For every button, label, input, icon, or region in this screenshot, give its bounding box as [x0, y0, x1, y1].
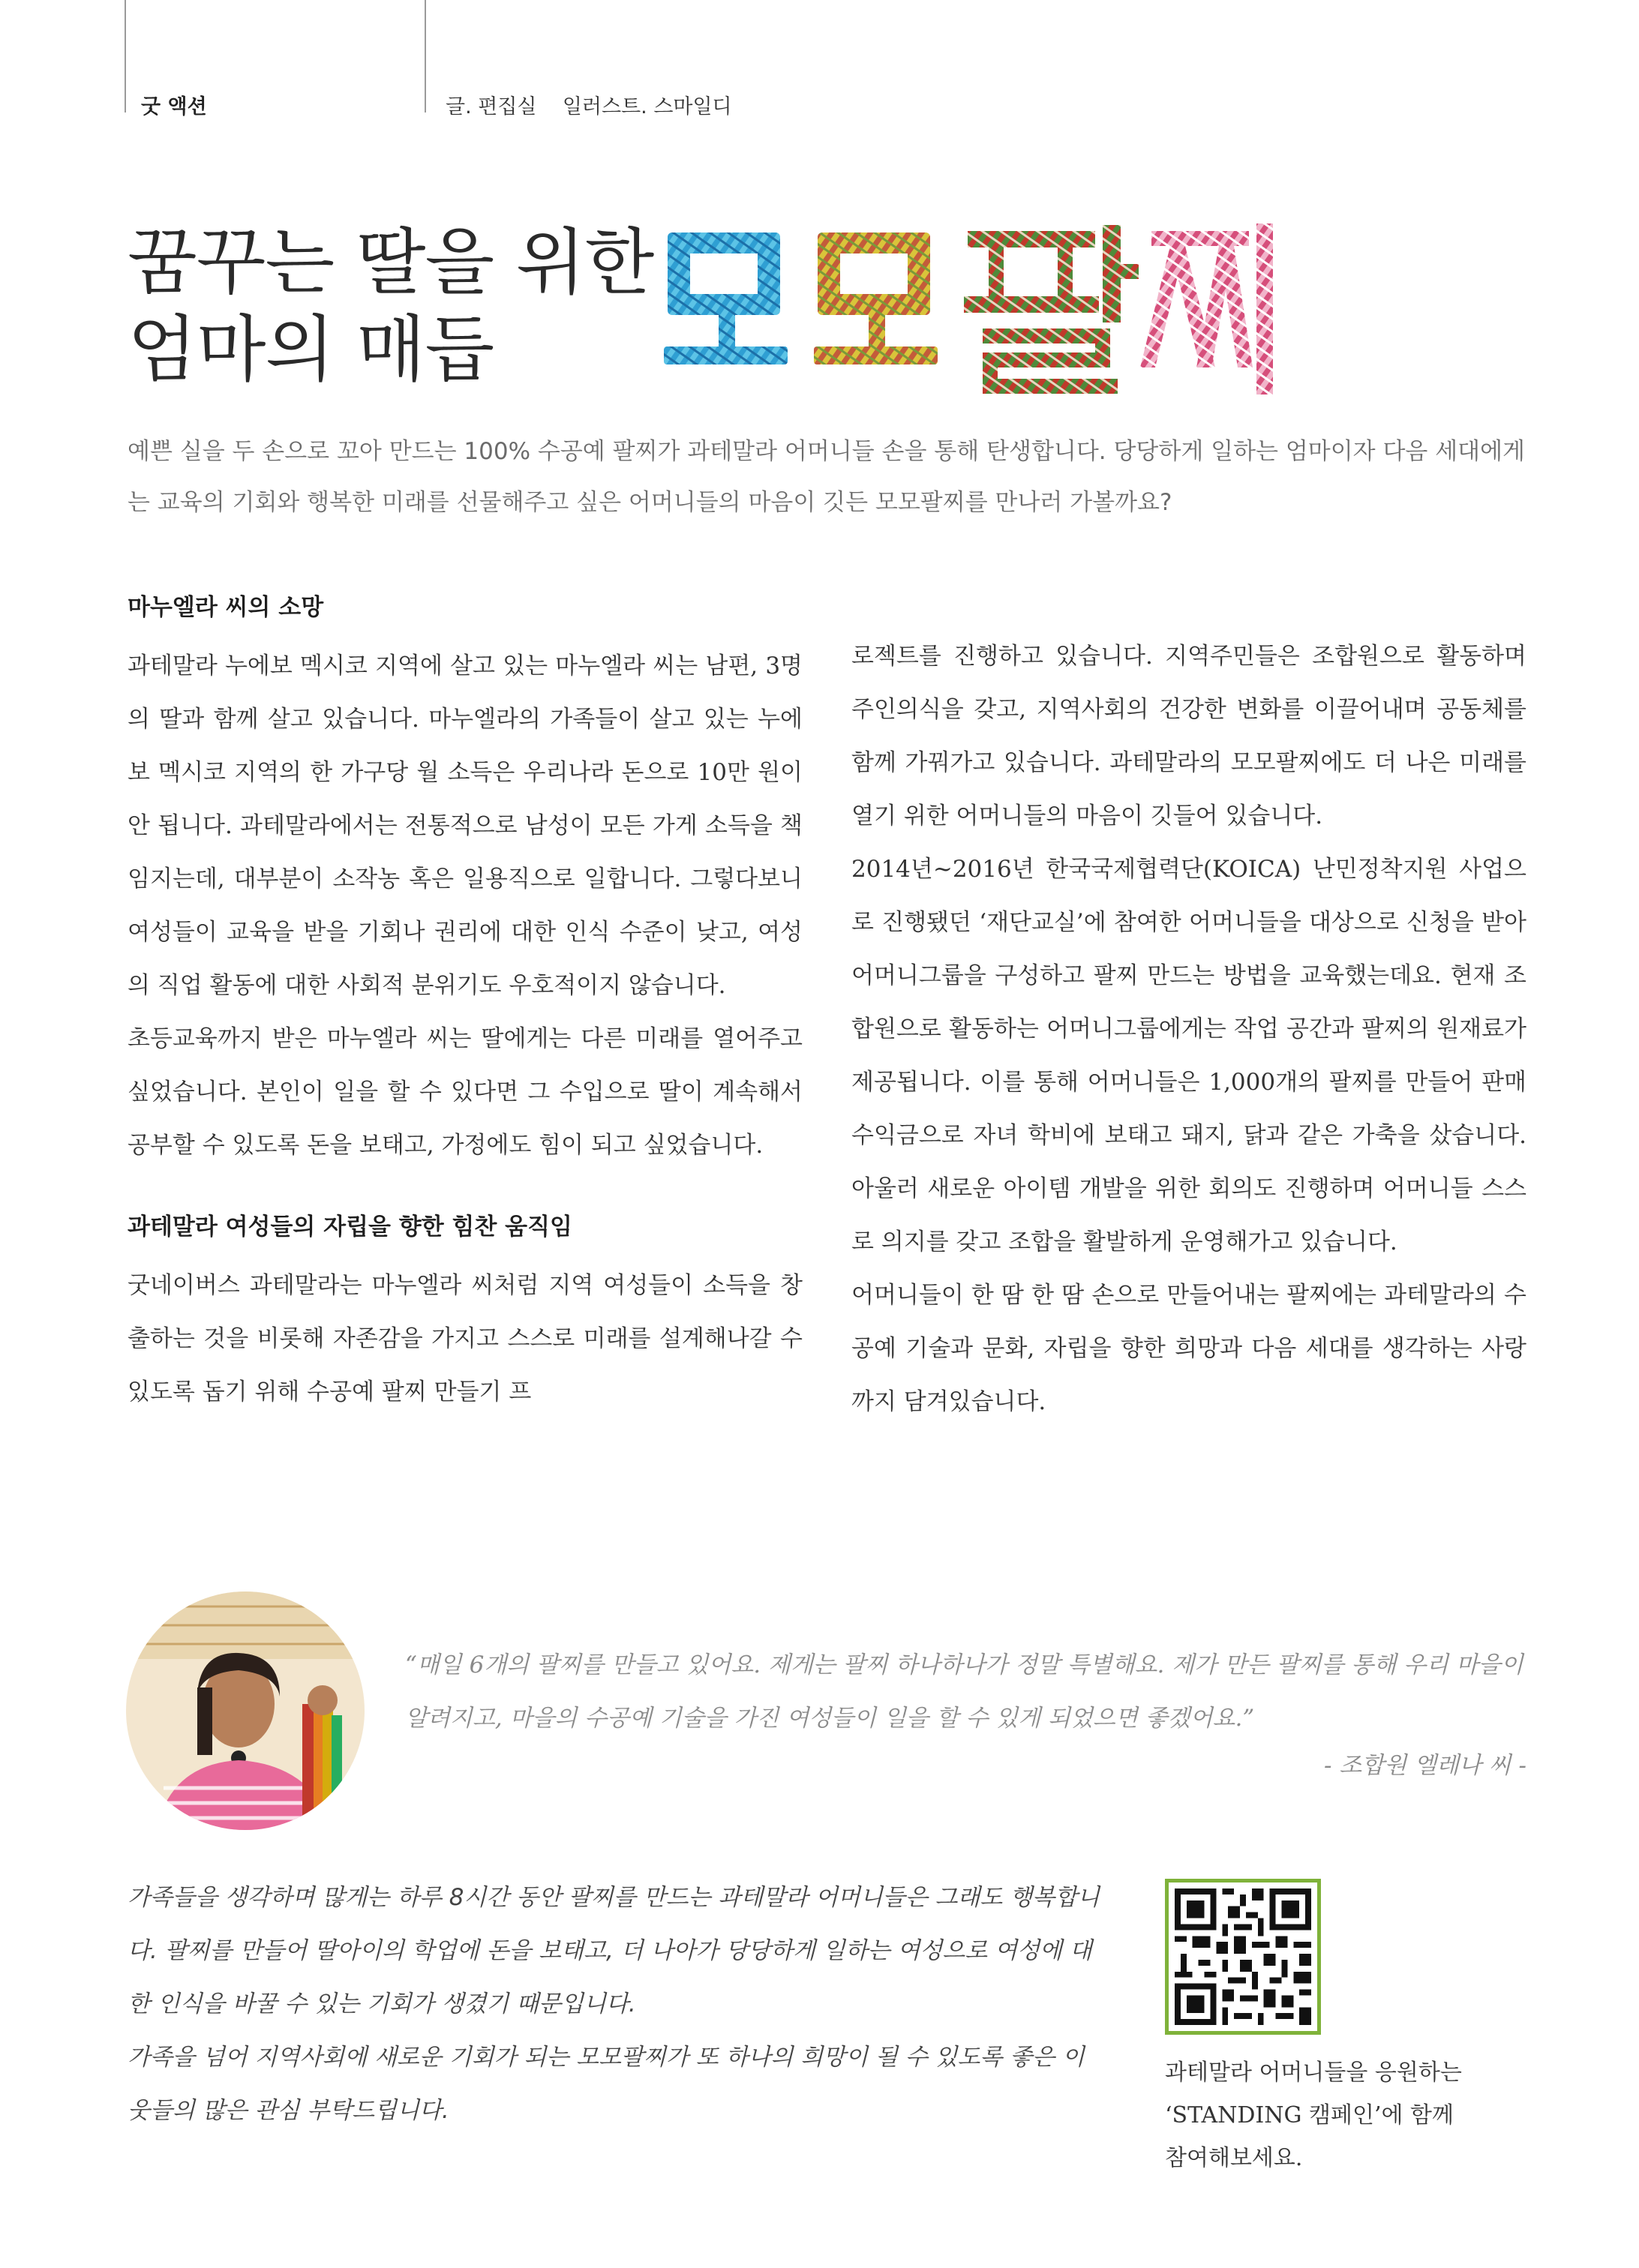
- intro-paragraph: 예쁜 실을 두 손으로 꼬아 만드는 100% 수공예 팔찌가 과테말라 어머니들 손을 통해 탄생합니다. 당당하게 일하는 엄마이자 다음 세대에게는 교육의 기회와 행복한 미래를 선물해주고 싶은 어머니들의 마음이 깃든 모모팔찌를 만나러 가볼까요?: [128, 438, 1525, 516]
- logo-char-2: [814, 232, 938, 364]
- qr-code[interactable]: [1165, 1879, 1321, 2035]
- right-column: [851, 630, 1526, 1429]
- left-column: [128, 596, 803, 1419]
- section-label: 굿 액션: [141, 95, 207, 118]
- title-line-2: 엄마의 매듭: [128, 308, 494, 392]
- right-paragraph-1: 로젝트를 진행하고 있습니다. 지역주민들은 조합원으로 활동하며 주인의식을 갖고, 지역사회의 건강한 변화를 이끌어내며 공동체를 함께 가꿔가고 있습니다. 과테말라의 모모팔찌에도 더 나은 미래를 열기 위한 어머니들의 마음이 깃들어 있습니다.: [851, 643, 1526, 830]
- section1-paragraph-2: 초등교육까지 받은 마누엘라 씨는 딸에게는 다른 미래를 열어주고 싶었습니다. 본인이 일을 할 수 있다면 그 수입으로 딸이 계속해서 공부할 수 있도록 돈을 보태고, 가정에도 힘이 되고 싶었습니다.: [128, 1025, 803, 1159]
- section1-heading: 마누엘라 씨의 소망: [128, 594, 324, 621]
- header-divider-left: [125, 0, 126, 112]
- page-title: [128, 219, 653, 393]
- closing-paragraph-1: 가족들을 생각하며 많게는 하루 8시간 동안 팔찌를 만드는 과테말라 어머니들은 그래도 행복합니다. 팔찌를 만들어 딸아이의 학업에 돈을 보태고, 더 나아가 당당하게 일하는 여성으로 여성에 대한 인식을 바꿀 수 있는 기회가 생겼기 때문입니다.: [128, 1884, 1100, 2018]
- logo-char-3: [964, 225, 1139, 394]
- qr-code-pattern: [1169, 1882, 1317, 2031]
- section2-paragraph-1: 굿네이버스 과테말라는 마누엘라 씨처럼 지역 여성들이 소득을 창출하는 것을 비롯해 자존감을 가지고 스스로 미래를 설계해나갈 수 있도록 돕기 위해 수공예 팔찌 만들기 프: [128, 1272, 803, 1406]
- momo-bracelet-logo: [660, 218, 1275, 398]
- header-divider-right: [425, 0, 426, 112]
- qr-caption: [1165, 2051, 1540, 2180]
- qr-caption-line-3: 참여해보세요.: [1165, 2145, 1303, 2171]
- artisan-photo-illustration: [126, 1592, 365, 1830]
- section2-heading: 과테말라 여성들의 자립을 향한 힘찬 움직임: [128, 1214, 572, 1240]
- quote-text: “매일 6개의 팔찌를 만들고 있어요. 제게는 팔찌 하나하나가 정말 특별해요. 제가 만든 팔찌를 통해 우리 마을이 알려지고, 마을의 수공예 기술을 가진 여성들이 일을 할 수 있게 되었으면 좋겠어요.”: [405, 1652, 1523, 1732]
- closing-paragraphs: [128, 1871, 1103, 2138]
- artisan-photo: [126, 1592, 365, 1830]
- logo-char-1: [664, 232, 788, 364]
- right-paragraph-3: 어머니들이 한 땀 한 땀 손으로 만들어내는 팔찌에는 과테말라의 수공예 기술과 문화, 자립을 향한 희망과 다음 세대를 생각하는 사랑까지 담겨있습니다.: [851, 1282, 1526, 1415]
- section1-paragraph-1: 과테말라 누에보 멕시코 지역에 살고 있는 마누엘라 씨는 남편, 3명의 딸과 함께 살고 있습니다. 마누엘라의 가족들이 살고 있는 누에보 멕시코 지역의 한 가구당 월 소득은 우리나라 돈으로 10만 원이 안 됩니다. 과테말라에서는 전통적으로 남성이 모든 가게 소득을 책임지는데, 대부분이 소작농 혹은 일용직으로 일합니다. 그렇다보니 여성들이 교육을 받을 기회나 권리에 대한 인식 수준이 낮고, 여성의 직업 활동에 대한 사회적 분위기도 우호적이지 않습니다.: [128, 652, 803, 999]
- quote-attribution: - 조합원 엘레나 씨 -: [1324, 1752, 1526, 1779]
- qr-caption-line-2: ‘STANDING 캠페인’에 함께: [1165, 2102, 1454, 2128]
- qr-caption-line-1: 과테말라 어머니들을 응원하는: [1165, 2060, 1462, 2086]
- closing-paragraph-2: 가족을 넘어 지역사회에 새로운 기회가 되는 모모팔찌가 또 하나의 희망이 될 수 있도록 좋은 이웃들의 많은 관심 부탁드립니다.: [128, 2044, 1085, 2124]
- right-paragraph-2: 2014년~2016년 한국국제협력단(KOICA) 난민정착지원 사업으로 진행됐던 ‘재단교실’에 참여한 어머니들을 대상으로 신청을 받아 어머니그룹을 구성하고 팔찌 만드는 방법을 교육했는데요. 현재 조합원으로 활동하는 어머니그룹에게는 작업 공간과 팔찌의 원재료가 제공됩니다. 이를 통해 어머니들은 1,000개의 팔찌를 만들어 판매 수익금으로 자녀 학비에 보태고 돼지, 닭과 같은 가축을 샀습니다. 아울러 새로운 아이템 개발을 위한 회의도 진행하며 어머니들 스스로 의지를 갖고 조합을 활발하게 운영해가고 있습니다.: [851, 856, 1526, 1256]
- byline: 글. 편집실 일러스트. 스마일디: [446, 95, 732, 118]
- section-spacer: [128, 1172, 803, 1216]
- logo-char-4: [1140, 224, 1273, 394]
- title-line-1: 꿈꾸는 딸을 위한: [128, 220, 654, 304]
